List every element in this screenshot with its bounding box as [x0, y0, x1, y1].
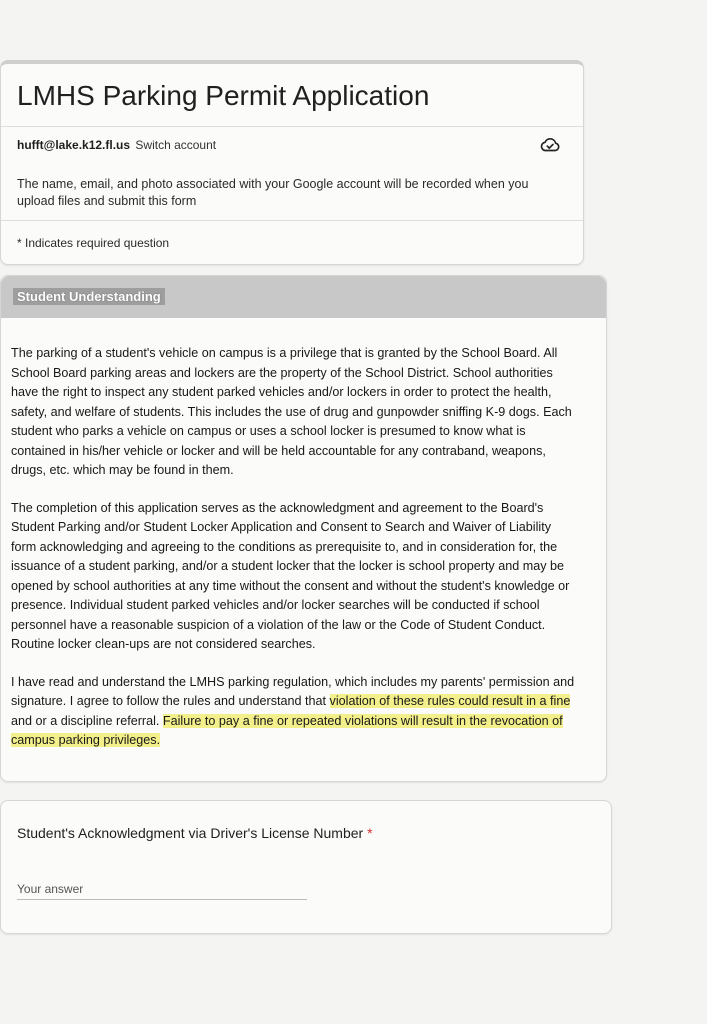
highlight-fine: violation of these rules could result in a fine [329, 694, 571, 708]
divider [1, 220, 583, 221]
switch-account-link[interactable]: Switch account [135, 138, 217, 152]
section-card [0, 275, 607, 782]
question-text: Student's Acknowledgment via Driver's License Number [17, 825, 364, 841]
privacy-notice: The name, email, and photo associated with your Google account will be recorded when you upload files and submit this form [17, 177, 529, 208]
paragraph-privilege: The parking of a student's vehicle on campus is a privilege that is granted by the School Board. All School Board parking areas and lockers are the property of the School District. School authorities have the right to inspect any student parked vehicles and/or lockers in order to protect the health, safety, and welfare of students. This includes the use of drug and gunpowder sniffing K-9 dogs. Each student who parks a vehicle on campus or uses a school locker is presumed to know what is contained in his/her vehicle or locker and will be held accountable for any contraband, weapons, drugs, etc. which may be found in them. [11, 346, 572, 477]
section-description [11, 344, 576, 769]
acknowledgment-text: I have read and understand the LMHS parking regulation, which includes my parents' permission and signature. I agree to follow the rules and understand that [11, 674, 575, 708]
divider [1, 126, 583, 127]
required-asterisk: * [367, 825, 373, 841]
account-email: hufft@lake.k12.fl.us [17, 138, 131, 152]
cloud-done-icon [539, 134, 561, 156]
question-label [17, 825, 373, 841]
account-row [17, 138, 565, 152]
section-title: Student Understanding [13, 288, 165, 305]
acknowledgment-text: and or a discipline referral. [11, 713, 163, 728]
form-header-card [0, 60, 584, 265]
paragraph-agreement: The completion of this application serves as the acknowledgment and agreement to the Board's Student Parking and/or Student Locker Application and Consent to Search and Waiver of Liability form acknowledging and agreeing to the conditions as prerequisite to, and in consideration for, the issuance of a student parking, and/or a student locker that the locker is school property and may be opened by school authorities at any time without the consent and without the student's knowledge or presence. Individual student parked vehicles and/or locker searches will be conducted if school personnel have a reasonable suspicion of a violation of the law or the Code of Student Conduct. Routine locker clean-ups are not considered searches. [11, 500, 570, 651]
highlight-revocation: Failure to pay a fine or repeated violations will result in the revocation of campus parking privileges. [11, 713, 563, 747]
license-number-input[interactable] [17, 879, 307, 900]
question-card [0, 800, 612, 934]
required-note: * Indicates required question [17, 236, 170, 250]
paragraph-acknowledgment [11, 673, 576, 751]
section-header [1, 276, 606, 318]
form-title: LMHS Parking Permit Application [17, 80, 430, 111]
